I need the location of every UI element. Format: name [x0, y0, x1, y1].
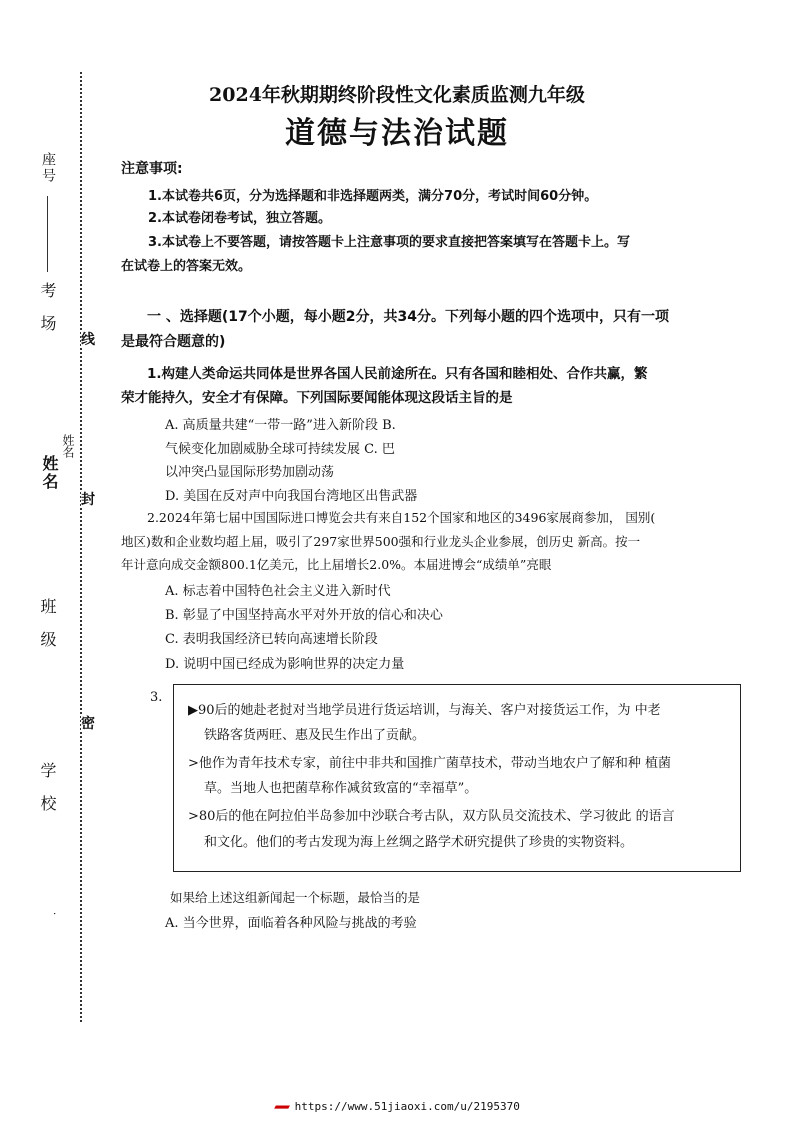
- class-label: 班 级: [38, 598, 57, 654]
- q3-box-line-1: ▶90后的她赴老挝对当地学员进行货运培训，与海关、客户对接货运工作，为 中老: [188, 703, 661, 718]
- q3-box-line-6: 和文化。他们的考古发现为海上丝绸之路学术研究提供了珍贵的实物资料。: [204, 835, 634, 850]
- section1-heading-cont: 是最符合题意的): [121, 334, 226, 350]
- q1-option-c[interactable]: 以冲突凸显国际形势加剧动荡: [165, 465, 335, 480]
- q3-option-a[interactable]: A. 当今世界，面临着各种风险与挑战的考验: [165, 916, 417, 931]
- q2-option-b[interactable]: B. 彰显了中国坚持高水平对外开放的信心和决心: [165, 608, 443, 623]
- q3-box-line-5: >80后的他在阿拉伯半岛参加中沙联合考古队，双方队员交流技术、学习彼此 的语言: [188, 809, 675, 824]
- q3-question: 如果给上述这组新闻起一个标题，最恰当的是: [170, 890, 421, 905]
- seat-blank[interactable]: [47, 196, 48, 272]
- seal-char-seal: 封: [81, 492, 95, 508]
- footer-url[interactable]: https://www.51jiaoxi.com/u/2195370: [294, 1100, 520, 1113]
- q2-stem-cont2: 年计意向成交金额800.1亿美元，比上届增长2.0%。本届进博会“成绩单”亮眼: [121, 557, 552, 572]
- q2-option-a[interactable]: A. 标志着中国特色社会主义进入新时代: [165, 584, 391, 599]
- q2-option-d[interactable]: D. 说明中国已经成为影响世界的决定力量: [165, 657, 405, 672]
- q1-stem-cont: 荣才能持久，安全才有保障。下列国际要闻能体现这段话主旨的是: [121, 390, 513, 406]
- name-title: 姓名: [61, 434, 75, 458]
- notice-item-3-cont: 在试卷上的答案无效。: [121, 259, 252, 274]
- q1-option-a[interactable]: A. 高质量共建“一带一路”进入新阶段 B.: [165, 418, 396, 433]
- school-label: 学 校: [38, 762, 57, 818]
- footer-logo-marks: ▰▰▰: [274, 1100, 289, 1113]
- q2-stem-cont1: 地区)数和企业数均超上届，吸引了297家世界500强和行业龙头企业参展，创历史 新高。按一: [121, 534, 641, 549]
- footer: [0, 1100, 794, 1113]
- seal-char-close: 密: [81, 716, 95, 732]
- notice-item-1: 1.本试卷共6页，分为选择题和非选择题两类，满分70分，考试时间60分钟。: [148, 189, 598, 204]
- q1-stem: 1.构建人类命运共同体是世界各国人民前途所在。只有各国和睦相处、合作共赢，繁: [147, 366, 648, 382]
- notice-item-3: 3.本试卷上不要答题，请按答题卡上注意事项的要求直接把答案填写在答题卡上。写: [148, 235, 630, 250]
- seat-label: 座号: [40, 152, 56, 184]
- q2-stem: 2.2024年第七届中国国际进口博览会共有来自152个国家和地区的3496家展商参加， 国别(: [147, 510, 656, 525]
- q3-box-line-2: 铁路客货两旺、惠及民生作出了贡献。: [204, 728, 426, 743]
- q3-box-line-4: 草。当地人也把菌草称作减贫致富的“幸福草”。: [204, 781, 478, 796]
- q3-number: 3.: [150, 690, 163, 705]
- exam-room-label: 考 场: [38, 282, 57, 338]
- seal-char-line: 线: [81, 332, 95, 348]
- exam-title: 道德与法治试题: [285, 116, 509, 151]
- q1-option-d[interactable]: D. 美国在反对声中向我国台湾地区出售武器: [165, 489, 418, 504]
- q2-option-c[interactable]: C. 表明我国经济已转向高速增长阶段: [165, 632, 378, 647]
- notice-heading: 注意事项:: [121, 161, 183, 177]
- left-mark: ·: [48, 912, 59, 916]
- name-label: 姓名: [40, 455, 59, 491]
- q3-box-line-3: >他作为青年技术专家，前往中非共和国推广菌草技术，带动当地农户了解和种 植菌: [188, 756, 672, 771]
- notice-item-2: 2.本试卷闭卷考试，独立答题。: [148, 211, 331, 226]
- q1-option-b[interactable]: 气候变化加剧威胁全球可持续发展 C. 巴: [165, 442, 395, 457]
- q3-news-box: [173, 684, 741, 872]
- section1-heading: 一 、选择题(17个小题，每小题2分，共34分。下列每小题的四个选项中，只有一项: [147, 309, 669, 325]
- exam-subtitle: 2024年秋期期终阶段性文化素质监测九年级: [209, 84, 585, 106]
- binding-dotted-line: [80, 72, 82, 1022]
